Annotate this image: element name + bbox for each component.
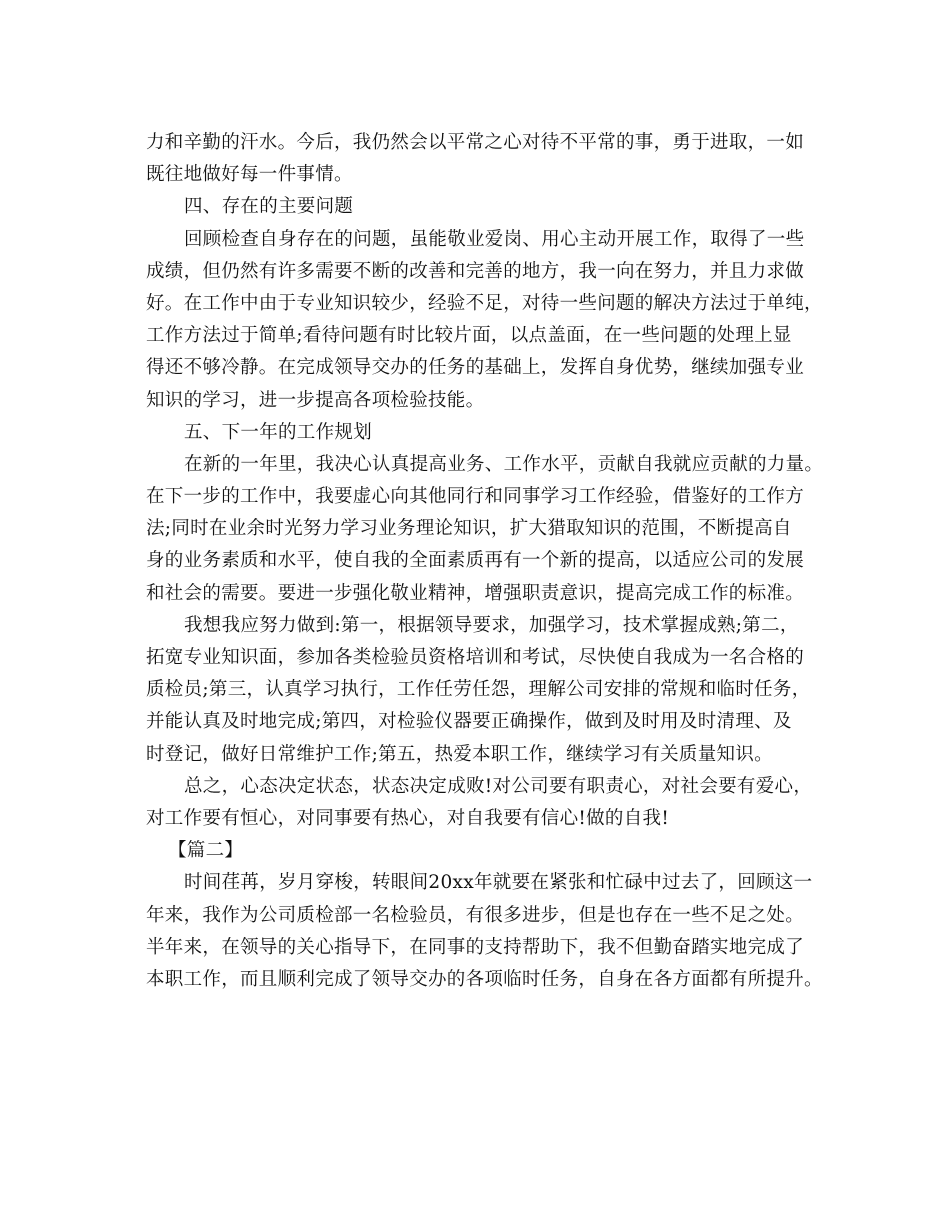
body-line: 年来，我作为公司质检部一名检验员，有很多进步，但是也存在一些不足之处。 [146,904,805,926]
body-line: 成绩，但仍然有许多需要不断的改善和完善的地方，我一向在努力，并且力求做 [146,260,805,282]
body-line: 好。在工作中由于专业知识较少，经验不足，对待一些问题的解决方法过于单纯， [146,292,823,314]
body-line: 知识的学习，进一步提高各项检验技能。 [146,389,485,411]
body-line: 质检员;第三，认真学习执行，工作任劳任怨，理解公司安排的常规和临时任务， [146,679,811,701]
body-line: 本职工作，而且顺利完成了领导交办的各项临时任务，自身在各方面都有所提升。 [146,968,823,990]
body-line: 在下一步的工作中，我要虚心向其他同行和同事学习工作经验，借鉴好的工作方 [146,486,805,508]
body-line: 得还不够冷静。在完成领导交办的任务的基础上，发挥自身优势，继续加强专业 [146,357,805,379]
body-line: 力和辛勤的汗水。今后，我仍然会以平常之心对待不平常的事，勇于进取，一如 [146,132,805,153]
paragraph-first-line: 我想我应努力做到:第一，根据领导要求，加强学习，技术掌握成熟;第二， [184,614,799,636]
paragraph-first-line: 回顾检查自身存在的问题，虽能敬业爱岗、用心主动开展工作，取得了一些 [184,228,805,250]
body-line: 半年来，在领导的关心指导下，在同事的支持帮助下，我不但勤奋踏实地完成了 [146,936,805,958]
document-body [146,127,822,996]
paragraph-first-line: 时间荏苒，岁月穿梭，转眼间20xx年就要在紧张和忙碌中过去了，回顾这一 [184,872,813,894]
body-line: 时登记，做好日常维护工作;第五，热爱本职工作，继续学习有关质量知识。 [146,743,773,765]
section-heading: 四、存在的主要问题 [184,196,354,218]
body-line: 工作方法过于简单;看待问题有时比较片面，以点盖面，在一些问题的处理上显 [146,325,792,347]
body-line: 身的业务素质和水平，使自我的全面素质再有一个新的提高，以适应公司的发展 [146,550,805,572]
body-line: 既往地做好每一件事情。 [146,164,353,186]
paragraph-first-line: 总之，心态决定状态，状态决定成败!对公司要有职责心，对社会要有爱心， [184,775,813,797]
body-line: 拓宽专业知识面，参加各类检验员资格培训和考试，尽快使自我成为一名合格的 [146,647,805,668]
body-line: 法;同时在业余时光努力学习业务理论知识，扩大猎取知识的范围，不断提高自 [146,518,792,540]
body-line: 对工作要有恒心，对同事要有热心，对自我要有信心!做的自我! [146,807,670,829]
paragraph-first-line: 在新的一年里，我决心认真提高业务、工作水平，贡献自我就应贡献的力量。 [184,453,824,475]
section-tag: 【篇二】 [168,840,244,862]
body-line: 并能认真及时地完成;第四，对检验仪器要正确操作，做到及时用及时清理、及 [146,711,792,733]
body-line: 和社会的需要。要进一步强化敬业精神，增强职责意识，提高完成工作的标准。 [146,582,805,604]
section-heading: 五、下一年的工作规划 [184,421,373,443]
